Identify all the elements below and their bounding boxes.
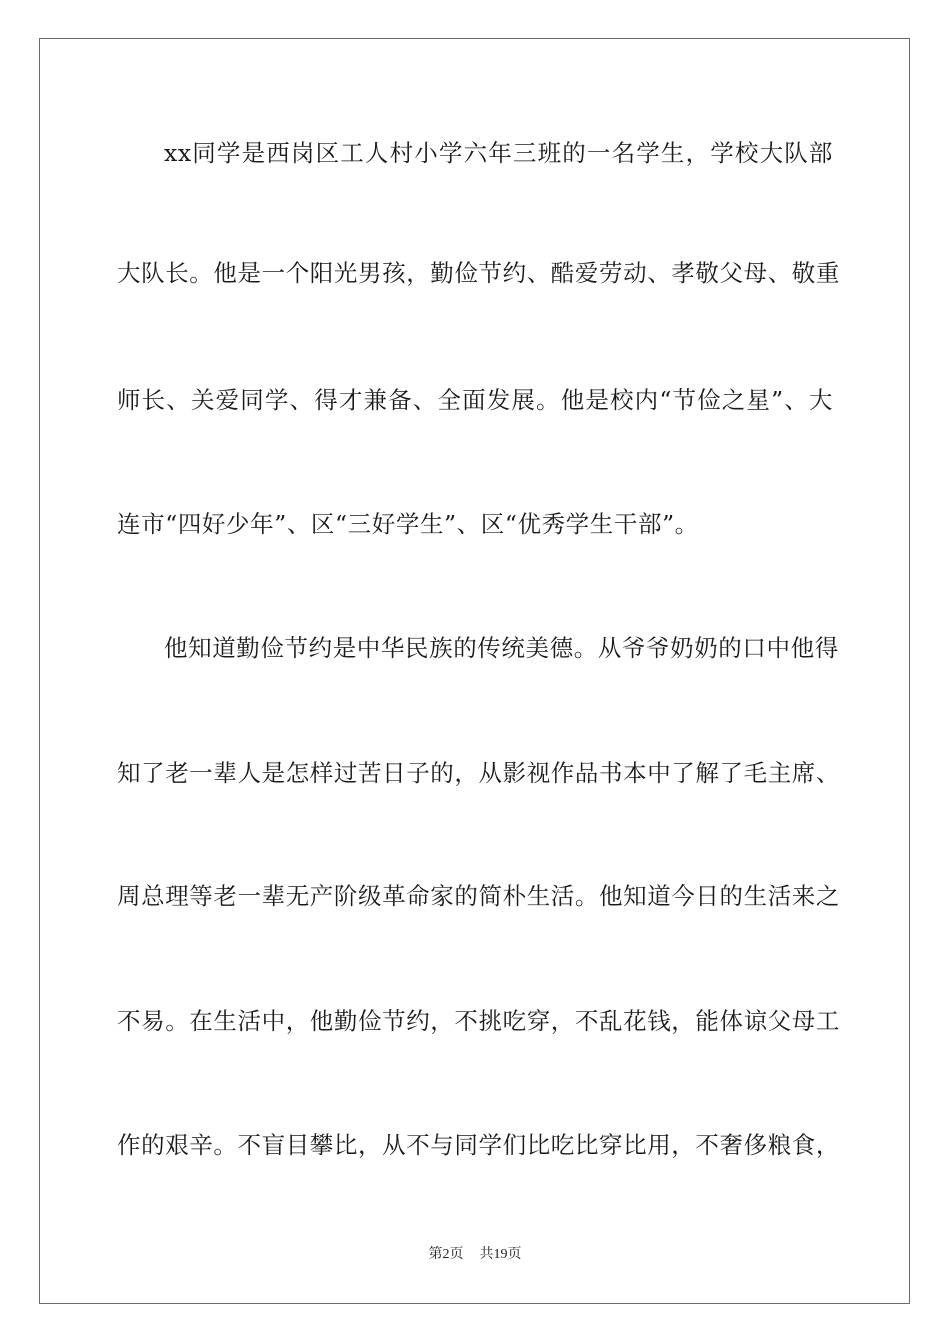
page-total: 共19页 [479,1247,522,1262]
paragraph-2-line-4: 不易。在生活中，他勤俭节约，不挑吃穿，不乱花钱，能体谅父母工 [117,1007,840,1035]
page-frame [39,38,910,1304]
paragraph-1-line-1: xx同学是西岗区工人村小学六年三班的一名学生，学校大队部 [164,139,833,167]
paragraph-1-line-4: 连市“四好少年”、区“三好学生”、区“优秀学生干部”。 [117,510,699,538]
paragraph-1-line-2: 大队长。他是一个阳光男孩，勤俭节约、酷爱劳动、孝敬父母、敬重 [117,259,840,287]
page-footer [0,1246,950,1264]
page-number: 第2页 [428,1247,464,1262]
paragraph-2-line-5: 作的艰辛。不盲目攀比，从不与同学们比吃比穿比用，不奢侈粮食， [117,1131,840,1159]
paragraph-2-line-1: 他知道勤俭节约是中华民族的传统美德。从爷爷奶奶的口中他得 [164,634,839,662]
paragraph-2-line-3: 周总理等老一辈无产阶级革命家的简朴生活。他知道今日的生活来之 [117,882,840,910]
paragraph-1-line-3: 师长、关爱同学、得才兼备、全面发展。他是校内“节俭之星”、大 [117,386,833,414]
paragraph-2-line-2: 知了老一辈人是怎样过苦日子的，从影视作品书本中了解了毛主席、 [117,759,840,787]
